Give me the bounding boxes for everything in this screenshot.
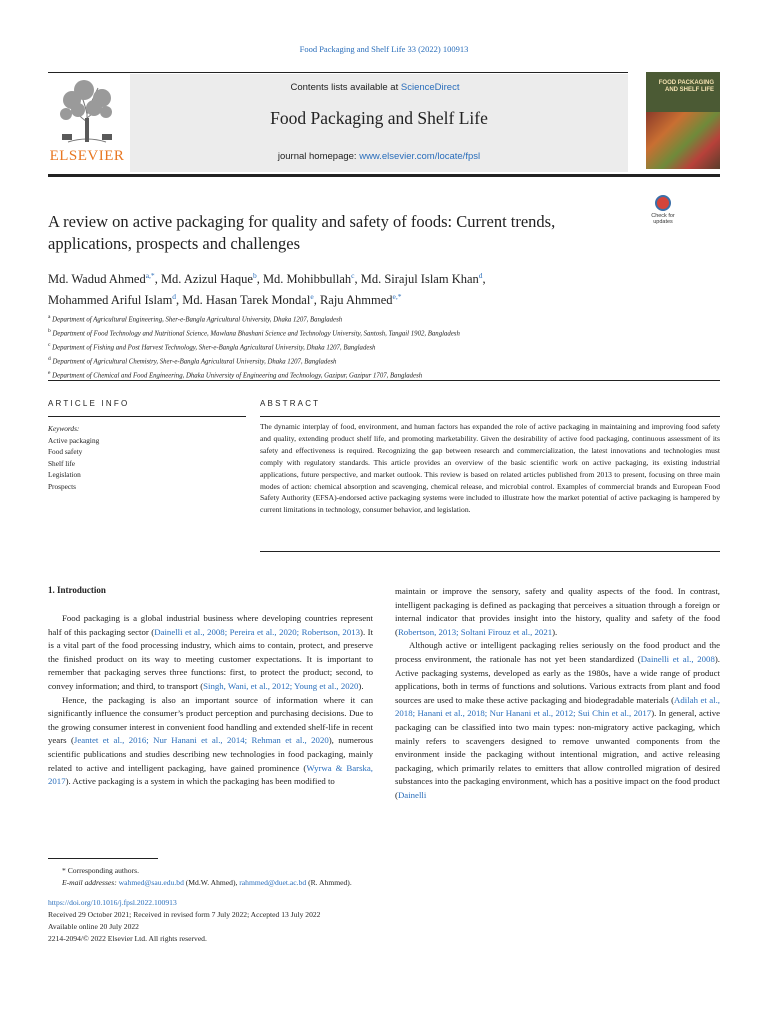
footnotes [48,865,648,889]
contents-line [135,80,615,95]
contents-prefix: Contents lists available at [290,82,401,93]
section-heading-introduction: 1. Introduction [48,585,106,595]
body-paragraph [48,694,373,789]
affiliation-mark: b [48,328,51,335]
citation-link[interactable]: Adilah et al., 2018; Hanani et al., 2018; Nur Hanani et al., 2012; Sui Chin et al., 2017 [395,694,720,719]
affiliation-mark: a [48,314,51,320]
paragraph-text: ). [358,680,364,691]
publication-info [48,897,648,945]
affiliation-mark: e [48,370,51,377]
author-affil-mark[interactable]: d [478,271,483,280]
body-paragraph [395,639,720,802]
affiliation-text: Department of Chemical and Food Engineering, Dhaka University of Engineering and Technology, Gazipur, Gazipur 1707, Bangladesh [52,372,423,380]
abstract-rule [260,416,720,417]
body-column-right [395,585,720,803]
affiliation-text: Department of Agricultural Engineering, Sher-e-Bangla Agricultural University, Dhaka 1207, Bangladesh [52,316,343,324]
paragraph-text: Food packaging is a global industrial business where developing countries represent half of this packaging sector ( [48,613,373,637]
body-paragraph [395,585,720,639]
keywords-label: Keywords: [48,424,80,433]
section-rule [48,380,720,381]
affiliation-text: Department of Agricultural Chemistry, Sher-e-Bangla Agricultural University, Dhaka 1207, Bangladesh [52,358,337,366]
keyword-item: Active packaging [48,435,100,445]
crossmark-icon [655,195,671,211]
author-affil-mark[interactable]: e [310,292,314,302]
article-title: A review on active packaging for quality and safety of foods: Current trends, applications, prospects and challenges [48,212,556,253]
sciencedirect-link[interactable]: ScienceDirect [400,82,460,93]
received-dates: Received 29 October 2021; Received in revised form 7 July 2022; Accepted 13 July 2022 [48,910,321,919]
affiliation-text: Department of Food Technology and Nutritional Science, Mawlana Bhashani Science and Technology University, Santosh, Tangail 1902, Bangladesh [52,330,460,338]
citation-link[interactable]: Dainelli [397,789,427,800]
masthead-top-rule [48,72,628,73]
email-note [48,877,648,889]
citation-link[interactable]: Jeantet et al., 2016; Nur Hanani et al., 2014; Rehman et al., 2020 [73,735,329,746]
author-name[interactable]: Mohammed Ariful Islam [48,293,173,308]
author-affil-mark[interactable]: b [252,271,257,280]
author-list: Md. Wadud Ahmed$^{a,*}$, Md. Azizul Haque$^b$, Md. Mohibbullah$^c$, Md. Sirajul Islam Khan$^d$, Mohammed Ariful Islam$^d$, Md. Hasan Tarek Mondal$^e$, Raju Ahmmed$^{e,*}$ [48,271,486,308]
journal-cover-image[interactable] [646,72,720,169]
citation-link[interactable]: Singh, Wani, et al., 2012; Young et al., 2020 [203,680,359,691]
article-info-heading: ARTICLE INFO [48,399,130,408]
homepage-line [130,151,628,162]
keyword-item: Food safety [48,447,83,456]
paragraph-text: ), numerous scientific publications and studies describing new technologies in food packaging, mainly related to active and intelligent packaging, have gained prominence ( [48,735,373,773]
abstract-bottom-rule [260,551,720,552]
footnote-rule [48,858,158,859]
crossmark-label: Check for updates [651,213,675,225]
paragraph-text: ). Active packaging is a system in which the packaging has been modified to [65,776,335,787]
email-link[interactable]: wahmed@sau.edu.bd [118,878,184,887]
doi-link[interactable]: https://doi.org/10.1016/j.fpsl.2022.100913 [48,898,177,907]
masthead-bottom-rule [48,174,720,177]
email-owner: (R. Ahmmed). [306,878,352,887]
paragraph-text: Although active or intelligent packaging relies seriously on the food product and the process environment, the rationale has not yet been standardized ( [395,640,720,664]
footnote-mark: * [62,866,66,875]
elsevier-wordmark: ELSEVIER [49,148,125,164]
author-name[interactable]: Md. Mohibbullah [262,272,352,287]
author-affil-mark[interactable]: c [351,271,355,280]
affiliation-item [48,354,708,368]
affiliation-item [48,312,708,326]
keyword-item: Legislation [48,470,81,479]
body-column-left [48,612,373,789]
affiliation-mark: c [48,342,51,349]
body-paragraph [48,612,373,694]
crossmark-badge[interactable] [648,195,678,231]
paragraph-text: ). Active packaging systems, developed as early as the 1980s, have a wide range of product applications, both in terms of functions and solutions. Various extracts from plant and food sources are used to make these active packaging and biodegradable materials ( [395,653,720,705]
keyword-item: Prospects [48,481,76,491]
email-label: E-mail addresses: [62,878,117,887]
author-affil-mark[interactable]: e,* [392,292,402,302]
citation-link[interactable]: Dainelli et al., 2008 [640,653,715,664]
affiliation-item [48,340,708,354]
cover-title: FOOD PACKAGING AND SHELF LIFE [658,80,714,93]
author-name[interactable]: Raju Ahmmed [319,293,393,308]
citation-link[interactable]: Robertson, 2013; Soltani Firouz et al., 2021 [397,626,553,637]
elsevier-tree-icon [54,78,120,144]
affiliation-item [48,326,708,340]
citation-link[interactable]: Dainelli et al., 2008; Pereira et al., 2020; Robertson, 2013 [154,626,361,637]
journal-homepage-link[interactable]: www.elsevier.com/locate/fpsl [359,151,481,162]
author-name[interactable]: Md. Azizul Haque [160,272,253,287]
affiliation-text: Department of Fishing and Post Harvest Technology, Sher-e-Bangla Agricultural University, Dhaka 1207, Bangladesh [52,344,376,352]
corresponding-note [48,865,648,877]
keywords-block [48,423,246,492]
citation-link[interactable]: Wyrwa & Barska, 2017 [48,762,373,787]
journal-citation[interactable]: Food Packaging and Shelf Life 33 (2022) 100913 [299,44,469,54]
journal-title[interactable]: Food Packaging and Shelf Life [270,108,488,128]
paragraph-text: ). In general, active packaging can be classified into two main types: non-migratory active packaging, which mainly refers to scavengers designed to remove unwanted components from the environment inside the packaging without intentional migration, and active releasing packaging, which primarily relates to emitters that allow controlled migration of desired substances into the packaging environment, which has a positive impact on the food product ( [395,708,720,800]
elsevier-logo[interactable] [48,78,126,164]
author-affil-mark[interactable]: d [172,292,177,302]
author-name[interactable]: Md. Wadud Ahmed [48,272,146,287]
abstract-heading: ABSTRACT [260,399,321,408]
affiliation-list [48,312,708,382]
email-owner: (Md.W. Ahmed), [183,878,240,887]
cover-food-photo [646,112,720,169]
paragraph-text: maintain or improve the sensory, safety and quality aspects of the food. In contrast, intelligent packaging is defined as packaging that perceives a situation through a foreign or internal indicator that provides insight into the history, quality and safety of the food ( [395,586,720,637]
paragraph-text: Hence, the packaging is also an important source of information where it can significantly influence the consumer’s product perception and purchasing decisions. Due to the growing consumer interest in convenient food handling and extended shelf-life in recent years ( [48,694,373,746]
homepage-prefix: journal homepage: [277,151,360,162]
available-online: Available online 20 July 2022 [48,922,139,931]
affiliation-mark: d [48,356,51,363]
email-link[interactable]: rahmmed@duet.ac.bd [239,878,307,887]
paragraph-text: ). [552,626,558,637]
keyword-item: Shelf life [48,458,75,468]
author-name[interactable]: Md. Hasan Tarek Mondal [182,293,311,308]
corresponding-text: Corresponding authors. [67,866,139,875]
paragraph-text: ). It is a vital part of the food processing industry, which aims to contain, protect, and preserve the finished product on its way to meeting customer expectations. It is important to remember that packaging serves three functions: first, to protect the product; second, to convey information; and third, to transport ( [48,626,374,691]
article-info-rule [48,416,246,417]
abstract-text: The dynamic interplay of food, environment, and human factors has expanded the role of active packaging in maintaining and improving food safety and quality, extending product shelf life, and promoting marketability. Given the desirability of active food packaging, continuous assessment of its safety and effectiveness is required. Recognizing the gap between research and commercialization, the latest innovations and technologies must comply with regulatory standards. This article provides an overview of the basic scientific work on active packaging, its existing industrial applications, future perspective, and market outlook. This review is based on related articles published from 2013 to present, focusing on three main modes of action: chemical absorption and scavenging, chemical release, and microbial control. Examples of commercial brands and European Food Safety Authority (EFSA)-endorsed active packaging systems were included to illustrate how the market potential of active packaging is hampered by current limitations in technology, consumer behavior, and legislation. [260,422,720,515]
author-affil-mark[interactable]: a,* [145,271,155,280]
copyright: 2214-2094/© 2022 Elsevier Ltd. All rights reserved. [48,934,207,943]
author-name[interactable]: Md. Sirajul Islam Khan [360,272,479,287]
